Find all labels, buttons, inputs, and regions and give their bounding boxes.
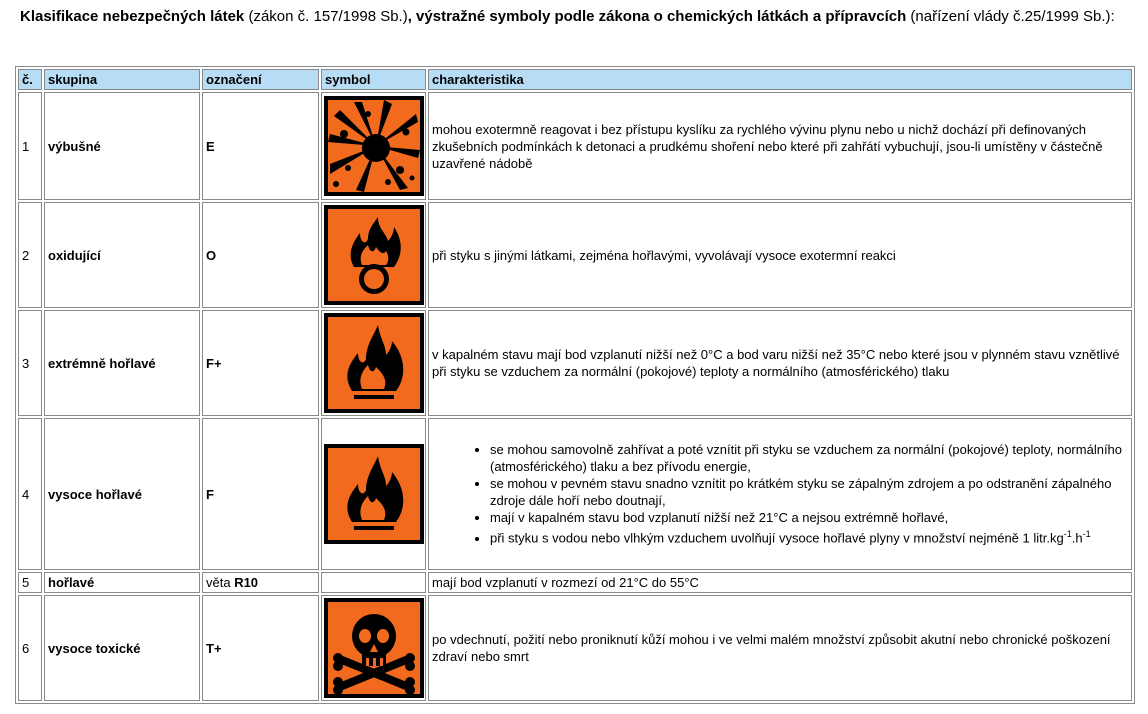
hazard-table [15, 66, 1135, 704]
col-header-symbol: symbol [321, 69, 426, 90]
row-group: hořlavé [44, 572, 200, 593]
table-row [18, 310, 1132, 416]
row-description: po vdechnutí, požití nebo proniknutí kůží mohou i ve velmi malém množství způsobit akutní nebo chronické poškození zdraví nebo smrt [428, 595, 1132, 701]
code-prefix: věta [206, 575, 235, 590]
unit-hour: .h [1071, 530, 1083, 546]
row-symbol [321, 595, 426, 701]
code-risk-phrase: R10 [234, 575, 259, 590]
heading-regulation: (nařízení vlády č.25/1999 Sb.): [906, 8, 1115, 25]
row-symbol [321, 418, 426, 570]
row-group: extrémně hořlavé [44, 310, 200, 416]
row-number: 3 [18, 310, 42, 416]
explosive-icon [324, 96, 424, 196]
heading-title: Klasifikace nebezpečných látek [20, 8, 245, 25]
row-number: 6 [18, 595, 42, 701]
table-row [18, 418, 1132, 570]
row-description: při styku s jinými látkami, zejména hořlavými, vyvolávají vysoce exotermní reakci [428, 202, 1132, 308]
row-code [202, 572, 319, 593]
row-group: vysoce toxické [44, 595, 200, 701]
table-header-row [18, 69, 1132, 90]
oxidizing-icon [324, 205, 424, 305]
list-item: • se mohou samovolně zahřívat a poté vznítit při styku se vzduchem za normální (pokojové) teploty, normálního (atmosférického) tlaku a bez přívodu energie, [490, 441, 1128, 475]
row-symbol [321, 572, 426, 593]
flame-icon [324, 444, 424, 544]
unit-exponent: -1 [1082, 529, 1091, 540]
row-number: 5 [18, 572, 42, 593]
table-row [18, 202, 1132, 308]
list-item [490, 526, 1128, 546]
row-group: oxidující [44, 202, 200, 308]
row-code: F+ [202, 310, 319, 416]
row-description: mohou exotermně reagovat i bez přístupu kyslíku za rychlého vývinu plynu nebo u nichž dochází při definovaných zkušebních podmínkách k detonaci a prudkému shoření nebo které při zahřátí vybuchují, jsou-li umístěny v částečně uzavřené nádobě [428, 92, 1132, 200]
row-code: O [202, 202, 319, 308]
row-group: vysoce hořlavé [44, 418, 200, 570]
table-row [18, 92, 1132, 200]
row-number: 1 [18, 92, 42, 200]
col-header-code: označení [202, 69, 319, 90]
bullet-list [432, 441, 1128, 546]
row-description: v kapalném stavu mají bod vzplanutí nižší než 0°C a bod varu nižší než 35°C nebo které jsou v plynném stavu vznětlivé při styku se vzduchem za normální (pokojové) teploty a normálního (atmosférického) tlaku [428, 310, 1132, 416]
unit-exponent: -1 [1063, 529, 1072, 540]
heading-symbols: , výstražné symboly podle zákona o chemických látkách a přípravcích [407, 8, 907, 25]
row-description: mají bod vzplanutí v rozmezí od 21°C do 55°C [428, 572, 1132, 593]
row-symbol [321, 202, 426, 308]
skull-crossbones-icon [324, 598, 424, 698]
heading-law: (zákon č. 157/1998 Sb.) [244, 8, 408, 25]
row-code: T+ [202, 595, 319, 701]
bullet-text: při styku s vodou nebo vlhkým vzduchem uvolňují vysoce hořlavé plyny v množství nejméně 1 litr.kg [490, 530, 1064, 546]
row-number: 2 [18, 202, 42, 308]
list-item: • mají v kapalném stavu bod vzplanutí nižší než 21°C a nejsou extrémně hořlavé, [490, 509, 1128, 526]
col-header-group: skupina [44, 69, 200, 90]
row-symbol [321, 310, 426, 416]
row-symbol [321, 92, 426, 200]
row-code: E [202, 92, 319, 200]
table-row [18, 595, 1132, 701]
table-row [18, 572, 1132, 593]
row-group: výbušné [44, 92, 200, 200]
row-number: 4 [18, 418, 42, 570]
list-item: • se mohou v pevném stavu snadno vznítit po krátkém styku se zápalným zdrojem a po odstranění zápalného zdroje dále hoří nebo doutnají, [490, 475, 1128, 509]
row-code: F [202, 418, 319, 570]
page-heading [20, 8, 1120, 26]
col-header-number: č. [18, 69, 42, 90]
row-description [428, 418, 1132, 570]
col-header-description: charakteristika [428, 69, 1132, 90]
flame-icon [324, 313, 424, 413]
